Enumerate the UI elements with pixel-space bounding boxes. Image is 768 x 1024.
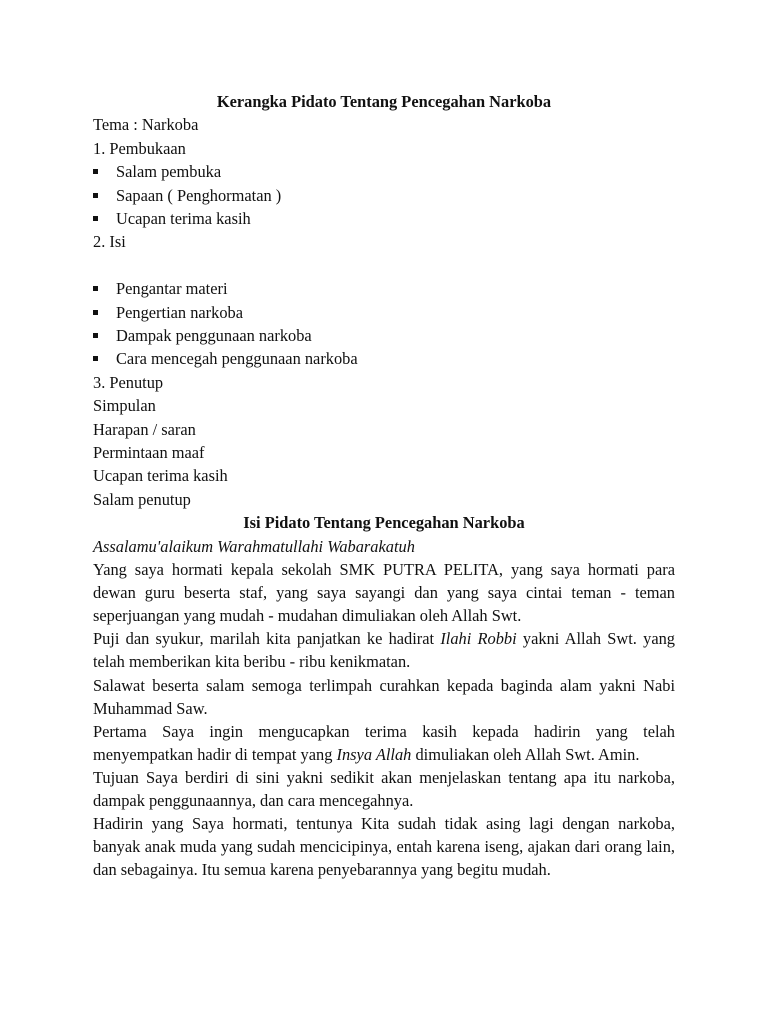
speech-paragraph (93, 720, 675, 766)
closing-item: Harapan / saran (93, 419, 196, 439)
opening-item (93, 184, 675, 207)
body-item-text: Pengertian narkoba (116, 302, 243, 322)
opening-item-text: Salam pembuka (116, 162, 222, 182)
body-heading: 2. Isi (93, 232, 126, 252)
body-item-text: Dampak penggunaan narkoba (116, 326, 312, 346)
paragraph-text: yakni Allah Swt. yang telah memberikan kita beribu - ribu kenikmatan. (93, 629, 675, 672)
opening-item-text: Sapaan ( Penghormatan ) (116, 185, 282, 205)
bullet-square-icon (93, 310, 98, 315)
outline-title: Kerangka Pidato Tentang Pencegahan Narkoba (216, 92, 552, 111)
bullet-square-icon (93, 193, 98, 198)
opening-heading: 1. Pembukaan (93, 138, 186, 158)
bullet-square-icon (93, 169, 98, 174)
document-body (93, 90, 675, 881)
paragraph-text: Puji dan syukur, marilah kita panjatkan ke hadirat (93, 629, 441, 649)
body-item (93, 301, 675, 324)
paragraph-italic-text: Ilahi Robbi (440, 629, 517, 649)
opening-item (93, 160, 675, 183)
bullet-square-icon (93, 286, 98, 291)
speech-paragraph (93, 627, 675, 673)
closing-item: Ucapan terima kasih (93, 466, 228, 486)
closing-heading: 3. Penutup (93, 372, 164, 392)
closing-item: Simpulan (93, 396, 156, 416)
closing-item: Salam penutup (93, 489, 191, 509)
opening-item-text: Ucapan terima kasih (116, 209, 251, 229)
speech-greeting: Assalamu'alaikum Warahmatullahi Wabarakatuh (93, 536, 415, 556)
bullet-square-icon (93, 216, 98, 221)
speech-paragraph: Yang saya hormati kepala sekolah SMK PUTRA PELITA, yang saya hormati para dewan guru beserta staf, yang saya sayangi dan yang saya cintai teman - teman seperjuangan yang mudah - mudahan dimuliakan oleh Allah Swt. (93, 560, 675, 626)
paragraph-italic-text: Insya Allah (336, 744, 412, 764)
paragraph-text: dimuliakan oleh Allah Swt. Amin. (411, 744, 640, 764)
blank-line (93, 254, 675, 277)
speech-title: Isi Pidato Tentang Pencegahan Narkoba (243, 513, 525, 533)
body-item (93, 277, 675, 300)
speech-paragraph: Salawat beserta salam semoga terlimpah curahkan kepada baginda alam yakni Nabi Muhammad Saw. (93, 675, 675, 718)
paragraph-text: Pertama Saya ingin mengucapkan terima kasih kepada hadirin yang telah menyempatkan hadir di tempat yang (93, 721, 675, 764)
body-item (93, 347, 675, 370)
body-item-text: Cara mencegah penggunaan narkoba (116, 349, 358, 369)
closing-item: Permintaan maaf (93, 443, 205, 463)
speech-paragraph: Hadirin yang Saya hormati, tentunya Kita sudah tidak asing lagi dengan narkoba, banyak anak muda yang sudah mencicipinya, entah karena iseng, ajakan dari orang lain, dan sebagainya. Itu semua karena penyebarannya yang begitu mudah. (93, 814, 675, 880)
speech-paragraph: Tujuan Saya berdiri di sini yakni sedikit akan menjelaskan tentang apa itu narkoba, dampak penggunaannya, dan cara mencegahnya. (93, 767, 675, 811)
bullet-square-icon (93, 356, 98, 361)
opening-item (93, 207, 675, 230)
body-item (93, 324, 675, 347)
outline-theme: Tema : Narkoba (93, 115, 199, 135)
body-item-text: Pengantar materi (116, 279, 228, 299)
bullet-square-icon (93, 333, 98, 338)
